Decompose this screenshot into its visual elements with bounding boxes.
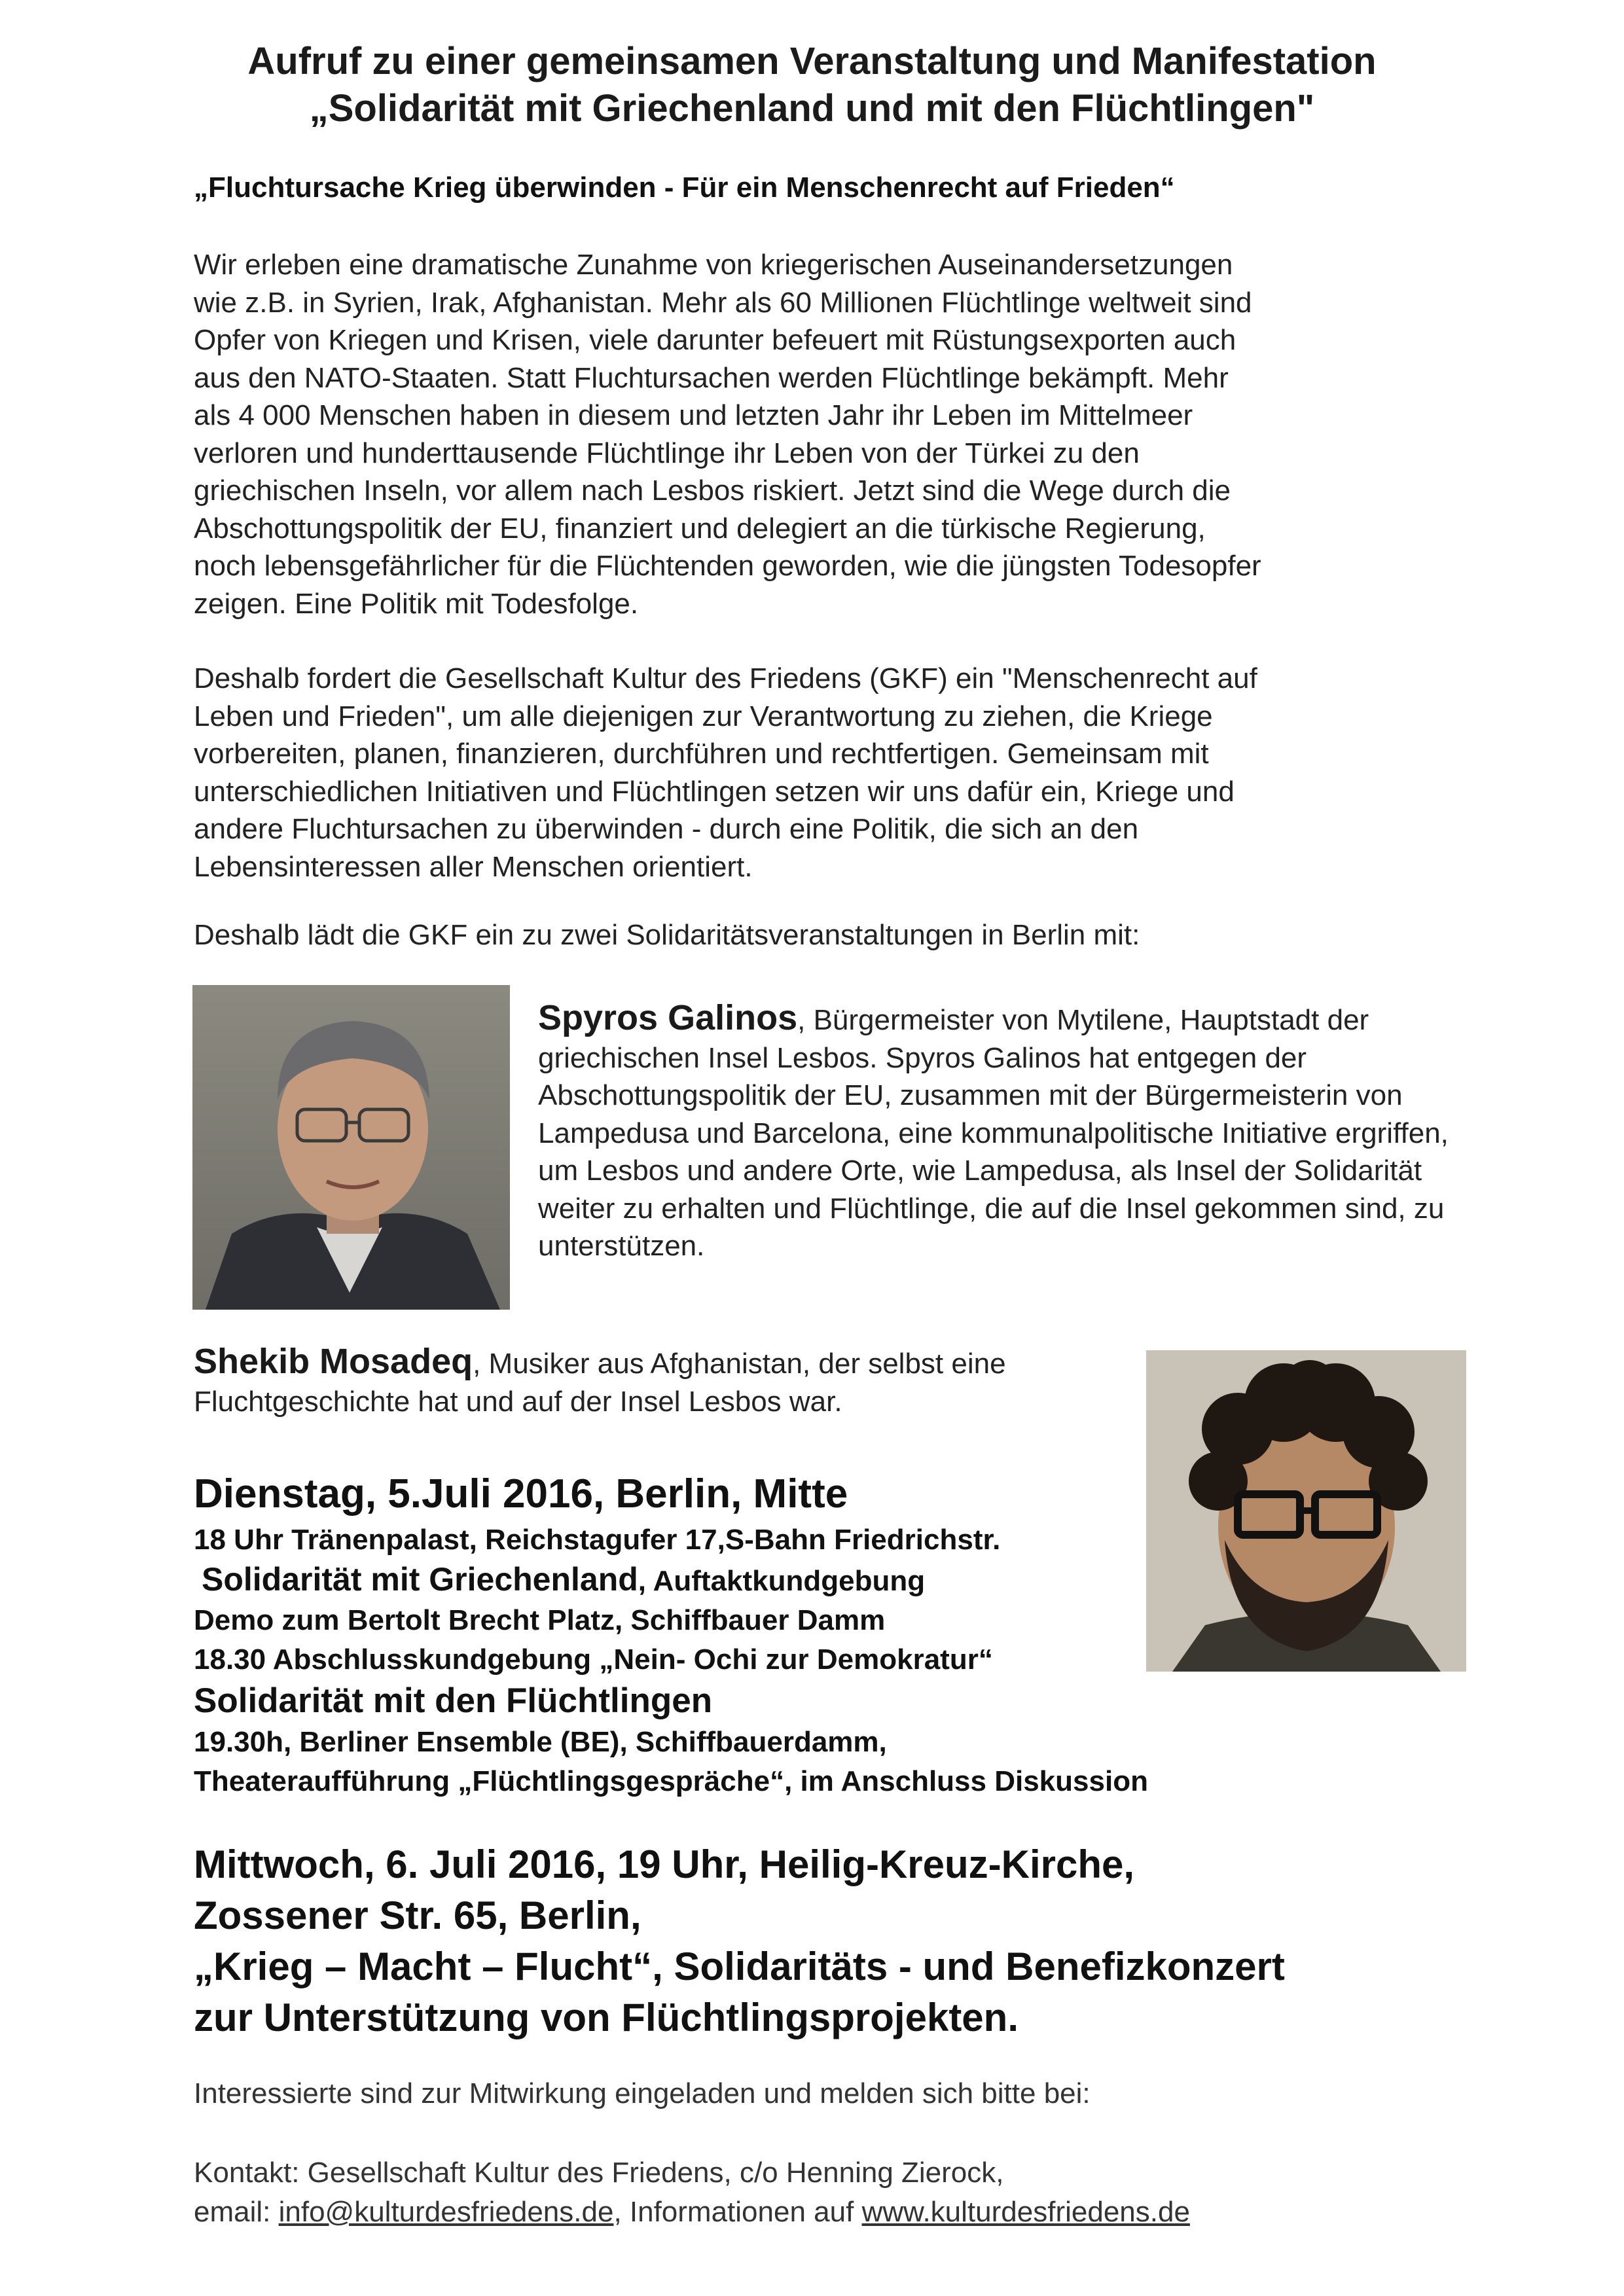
galinos-photo xyxy=(192,985,510,1310)
contact-line: Kontakt: Gesellschaft Kultur des Friedens, c/o Henning Zierock, xyxy=(194,2157,1004,2189)
event-wednesday-line-1: Mittwoch, 6. Juli 2016, 19 Uhr, Heilig-Kreuz-Kirche, xyxy=(194,1842,1135,1886)
event-tuesday-solidarity-refugees: Solidarität mit den Flüchtlingen xyxy=(194,1681,713,1720)
event-wednesday-line-4: zur Unterstützung von Flüchtlingsprojekten. xyxy=(194,1996,1019,2039)
title-line-1: Aufruf zu einer gemeinsamen Veranstaltung und Manifestation xyxy=(247,40,1377,82)
interested-line: Interessierte sind zur Mitwirkung eingeladen und melden sich bitte bei: xyxy=(194,2077,1091,2109)
contact-block xyxy=(194,2153,1503,2232)
gkf-paragraph: Deshalb fordert die Gesellschaft Kultur des Friedens (GKF) ein "Menschenrecht auf Leben und Frieden", um alle diejenigen zur Verantwortung zu ziehen, die Kriege vorbereiten, planen, finanzieren, durchführen und rechtfertigen. Gemeinsam mit unterschiedlichen Initiativen und Flüchtlingen setzen wir uns dafür ein, Kriege und andere Fluchtursachen zu überwinden - durch eine Politik, die sich an den Lebensinteressen aller Menschen orientiert. xyxy=(194,662,1257,883)
event-tuesday-date: Dienstag, 5.Juli 2016, Berlin, Mitte xyxy=(194,1471,848,1516)
event-tuesday-solidarity-greece: Solidarität mit Griechenland xyxy=(202,1561,638,1598)
galinos-bio xyxy=(538,999,1481,1265)
contact-links-line xyxy=(194,2193,1503,2232)
event-tuesday-line-7: Theateraufführung „Flüchtlingsgespräche“, im Anschluss Diskussion xyxy=(194,1765,1148,1797)
email-link[interactable]: info@kulturdesfriedens.de xyxy=(278,2196,614,2228)
email-prefix: email: xyxy=(194,2196,279,2228)
event-tuesday xyxy=(194,1468,1307,1801)
mosadeq-description: , Musiker aus Afghanistan, der selbst eine Fluchtgeschichte hat und auf der Insel Lesbos war. xyxy=(194,1348,1006,1418)
event-tuesday-line-2 xyxy=(194,1560,1307,1601)
website-link[interactable]: www.kulturdesfriedens.de xyxy=(861,2196,1190,2228)
page-title xyxy=(118,38,1506,132)
galinos-name: Spyros Galinos xyxy=(538,998,798,1037)
event-wednesday xyxy=(194,1839,1503,2043)
subtitle: „Fluchtursache Krieg überwinden - Für ein Menschenrecht auf Frieden“ xyxy=(194,171,1175,204)
invite-line: Deshalb lädt die GKF ein zu zwei Solidaritätsveranstaltungen in Berlin mit: xyxy=(194,919,1140,951)
title-line-2: „Solidarität mit Griechenland und mit den Flüchtlingen" xyxy=(309,87,1315,130)
mosadeq-bio xyxy=(194,1343,1123,1420)
event-wednesday-line-3: „Krieg – Macht – Flucht“, Solidaritäts - und Benefizkonzert xyxy=(194,1945,1285,1988)
event-tuesday-kickoff: , Auftaktkundgebung xyxy=(638,1565,926,1597)
intro-paragraph: Wir erleben eine dramatische Zunahme von kriegerischen Auseinandersetzungen wie z.B. in Syrien, Irak, Afghanistan. Mehr als 60 Millionen Flüchtlinge weltweit sind Opfer von Kriegen und Krisen, viele darunter befeuert mit Rüstungsexporten auch aus den NATO-Staaten. Statt Fluchtursachen werden Flüchtlinge bekämpft. Mehr als 4 000 Menschen haben in diesem und letzten Jahr ihr Leben im Mittelmeer verloren und hunderttausende Flüchtlinge ihr Leben von der Türkei zu den griechischen Inseln, vor allem nach Lesbos riskiert. Jetzt sind die Wege durch die Abschottungspolitik der EU, finanziert und delegiert an die türkische Regierung, noch lebensgefährlicher für die Flüchtenden geworden, wie die jüngsten Todesopfer zeigen. Eine Politik mit Todesfolge. xyxy=(194,249,1261,620)
event-tuesday-line-1: 18 Uhr Tränenpalast, Reichstagufer 17,S-Bahn Friedrichstr. xyxy=(194,1524,1001,1556)
event-tuesday-line-3: Demo zum Bertolt Brecht Platz, Schiffbauer Damm xyxy=(194,1604,886,1636)
mosadeq-name: Shekib Mosadeq xyxy=(194,1342,473,1381)
event-wednesday-line-2: Zossener Str. 65, Berlin, xyxy=(194,1893,641,1937)
info-prefix: , Informationen auf xyxy=(613,2196,862,2228)
galinos-description: , Bürgermeister von Mytilene, Hauptstadt der griechischen Insel Lesbos. Spyros Galinos hat entgegen der Abschottungspolitik der EU, zusammen mit der Bürgermeisterin von Lampedusa und Barcelona, eine kommunalpolitische Initiative ergriffen, um Lesbos und andere Orte, wie Lampedusa, als Insel der Solidarität weiter zu erhalten und Flüchtlinge, die auf die Insel gekommen sind, zu unterstützen. xyxy=(538,1004,1449,1262)
event-tuesday-line-6: 19.30h, Berliner Ensemble (BE), Schiffbauerdamm, xyxy=(194,1726,887,1758)
event-tuesday-line-4: 18.30 Abschlusskundgebung „Nein- Ochi zur Demokratur“ xyxy=(194,1643,993,1676)
